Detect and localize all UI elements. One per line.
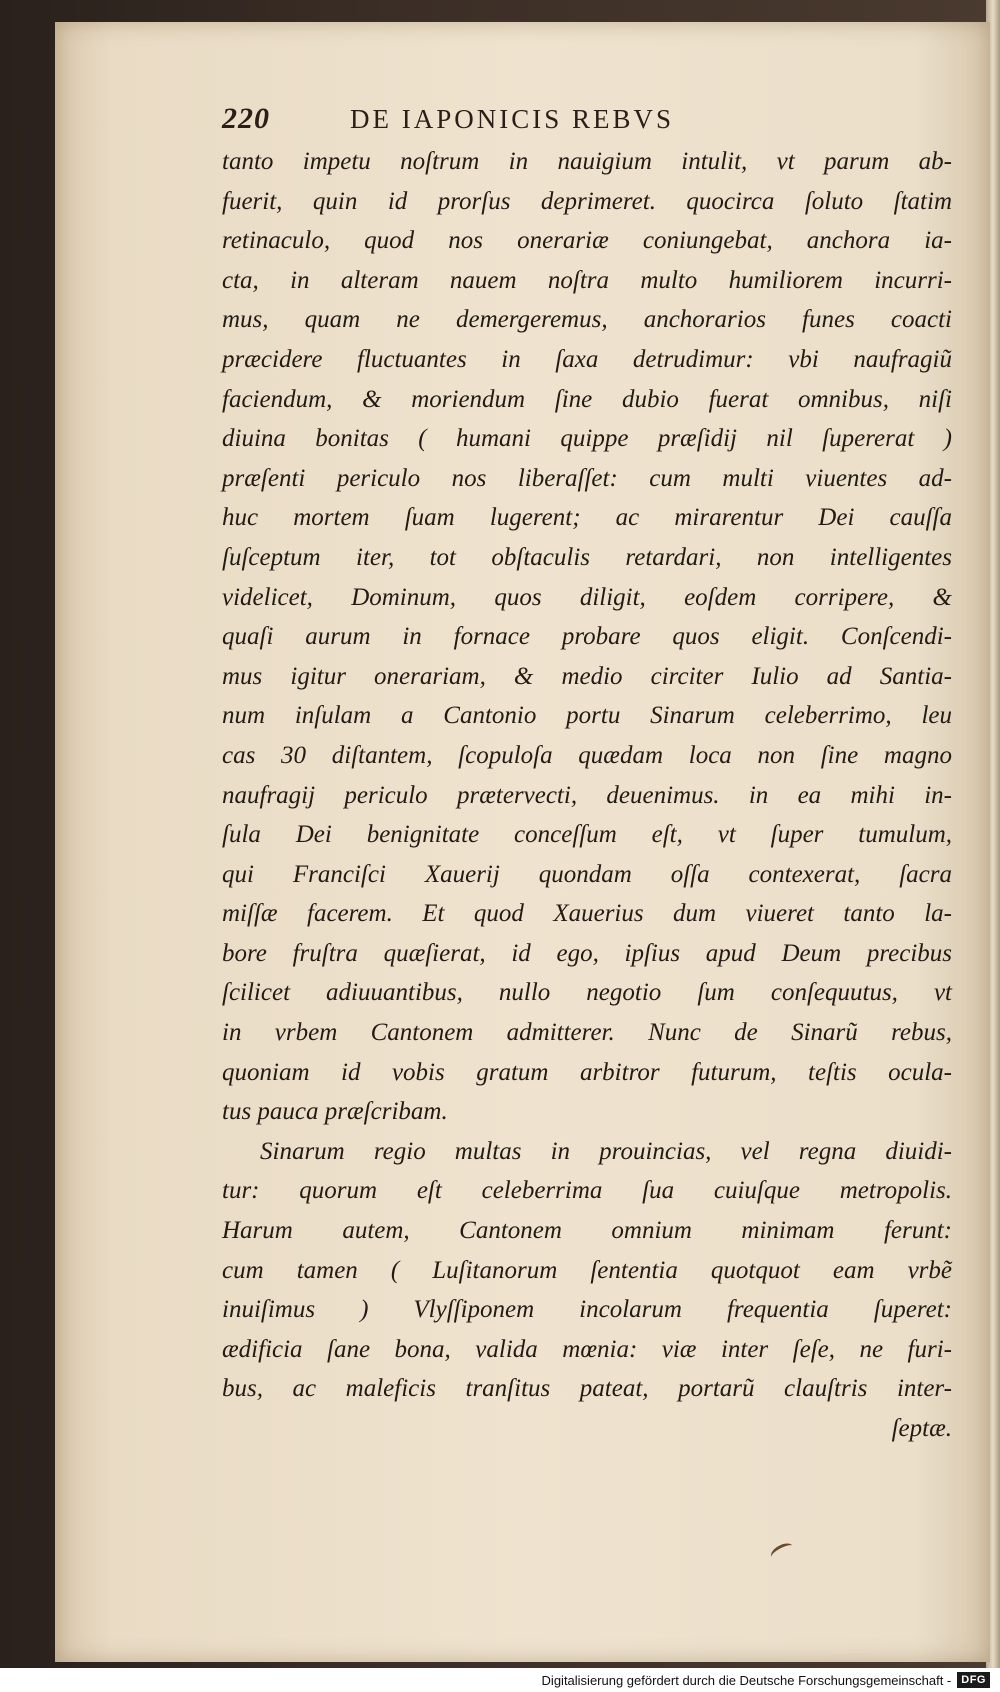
text-line: mus, quam ne demergeremus, anchorarios funes coacti [222, 306, 952, 334]
text-line: præſenti periculo nos liberaſſet: cum multi viuentes ad- [222, 464, 952, 492]
text-line: quoniam id vobis gratum arbitror futurum, teſtis ocula- [222, 1058, 952, 1086]
text-line: mus igitur onerariam, & medio circiter Iulio ad Santia- [222, 662, 952, 690]
text-line: ſeptæ. [891, 1415, 952, 1442]
text-line: præcidere fluctuantes in ſaxa detrudimur: vbi naufragiũ [222, 345, 952, 373]
text-line: cum tamen ( Luſitanorum ſententia quotquot eam vrbẽ [222, 1256, 952, 1284]
text-line: bore fruſtra quæſierat, id ego, ipſius apud Deum precibus [222, 939, 952, 967]
text-line: num inſulam a Cantonio portu Sinarum celeberrimo, leu [222, 702, 952, 730]
text-line: Sinarum regio multas in prouincias, vel regna diuidi- [260, 1137, 952, 1165]
text-line: videlicet, Dominum, quos diligit, eoſdem corripere, & [222, 583, 952, 611]
text-line: ſuſceptum iter, tot obſtaculis retardari, non intelligentes [222, 543, 952, 571]
text-line: huc mortem ſuam lugerent; ac mirarentur Dei cauſſa [222, 504, 952, 532]
digitization-footer [0, 1668, 1000, 1692]
text-line: inuiſimus ) Vlyſſiponem incolarum frequentia ſuperet: [222, 1296, 952, 1324]
text-line: cas 30 diſtantem, ſcopuloſa quædam loca non ſine magno [222, 741, 952, 769]
text-line: quaſi aurum in fornace probare quos eligit. Conſcendi- [222, 623, 952, 651]
text-line: retinaculo, quod nos onerariæ coniungebat, anchora ia- [222, 227, 952, 255]
text-line: cta, in alteram nauem noſtra multo humiliorem incurri- [222, 266, 952, 294]
text-line: faciendum, & moriendum ſine dubio fuerat omnibus, niſi [222, 385, 952, 413]
running-title: DE IAPONICIS REBVS [350, 103, 675, 134]
text-line: diuina bonitas ( humani quippe præſidij nil ſupererat ) [222, 425, 952, 453]
text-line: naufragij periculo prætervecti, deuenimus. in ea mihi in- [222, 781, 952, 809]
text-line: tus pauca præſcribam. [222, 1098, 448, 1126]
text-line: tanto impetu noſtrum in nauigium intulit, vt parum ab- [222, 148, 952, 175]
page-number: 220 [222, 102, 270, 135]
footer-credit: Digitalisierung gefördert durch die Deutsche Forschungsgemeinschaft - [541, 1672, 952, 1688]
text-line: ædificia ſane bona, valida mœnia: viæ inter ſeſe, ne furi- [222, 1335, 952, 1363]
text-line: ſula Dei benignitate conceſſum eſt, vt ſuper tumulum, [222, 821, 952, 849]
text-line: Harum autem, Cantonem omnium minimam ferunt: [222, 1217, 952, 1245]
text-line: ſcilicet adiuuantibus, nullo negotio ſum conſequutus, vt [222, 979, 952, 1007]
text-line: fuerit, quin id prorſus deprimeret. quocirca ſoluto ſtatim [222, 187, 952, 215]
text-line: bus, ac maleficis tranſitus pateat, portarũ clauſtris inter- [222, 1375, 952, 1403]
dfg-logo-icon: DFG [957, 1672, 990, 1688]
text-line: in vrbem Cantonem admitterer. Nunc de Sinarũ rebus, [222, 1019, 952, 1047]
body-text [222, 142, 952, 1449]
text-line: qui Franciſci Xauerij quondam oſſa contexerat, ſacra [222, 860, 952, 888]
text-line: miſſæ facerem. Et quod Xauerius dum viueret tanto la- [222, 900, 952, 928]
text-line: tur: quorum eſt celeberrima ſua cuiuſque metropolis. [222, 1177, 952, 1205]
running-head [222, 104, 942, 134]
